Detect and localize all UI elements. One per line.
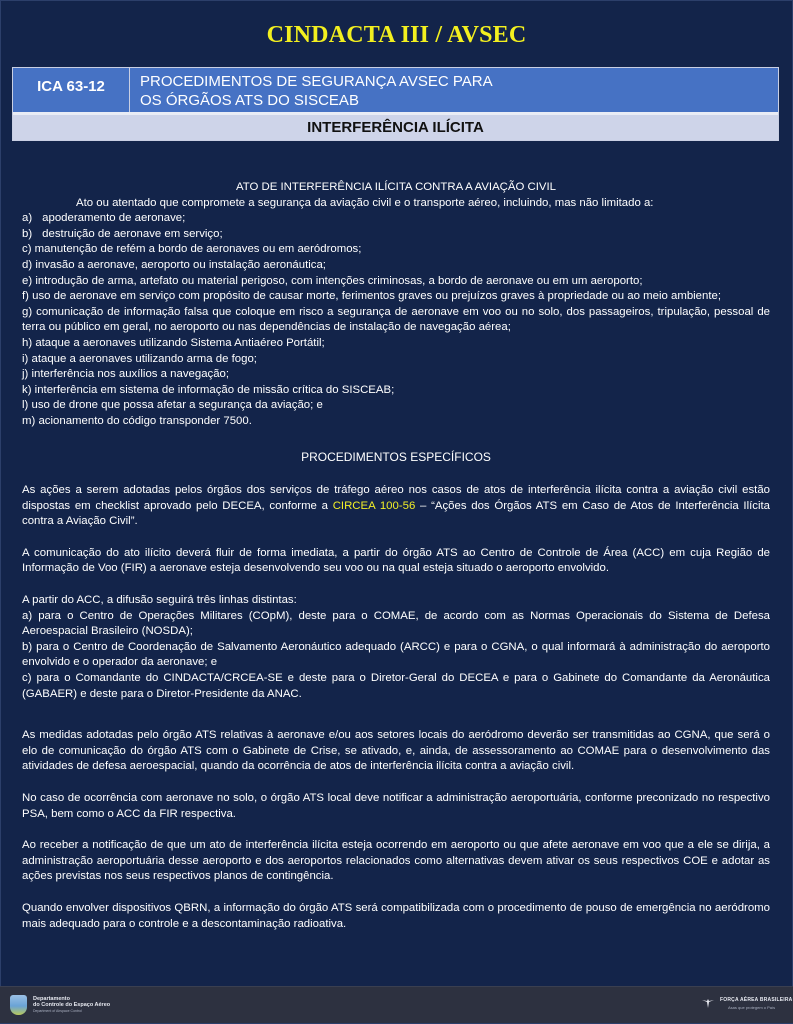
paragraph-airport-notification: Ao receber a notificação de que um ato de interferência ilícita esteja ocorrendo em aeroporto ou que afete aeronave em voo que a ele se dirija, a administração aeroportuária desse aeroporto e dos aeroportos relacionados como alternativas devem ativar os seus respectivos COE e adotar as ações previstas nos seus respectivos planos de contingência.: [22, 839, 770, 883]
list-item: i) ataque a aeronaves utilizando arma de fogo;: [22, 352, 257, 365]
document-body: [22, 180, 770, 932]
document-code: ICA 63-12: [13, 68, 130, 112]
list-item: e) introdução de arma, artefato ou material perigoso, com intenções criminosas, a bordo de aeronave ou em um aeroporto;: [22, 274, 643, 287]
paragraph-communication: A comunicação do ato ilícito deverá fluir de forma imediata, a partir do órgão ATS ao Centro de Controle de Área (ACC) em cuja Região de Informação de Voo (FIR) a aeronave esteja desenvolvendo seu voo ou na qual esteja situado o aeroporto envolvido.: [22, 546, 770, 575]
paragraph-checklist: As ações a serem adotadas pelos órgãos dos serviços de tráfego aéreo nos casos de atos de interferência ilícita contra a aviação civil estão dispostas em checklist aprovado pelo DECEA, conforme a CIRCEA 100-56 – “Ações dos Órgãos ATS em Caso de Atos de Interferência Ilícita contra a Aviação Civil”.: [22, 484, 770, 528]
footer-bar: [0, 986, 793, 1023]
circea-reference-link[interactable]: CIRCEA 100-56: [332, 499, 416, 512]
definition-list: [22, 211, 770, 429]
list-item: g) comunicação de informação falsa que coloque em risco a segurança de aeronave em voo ou no solo, dos passageiros, tripulação, pessoal de terra ou público em geral, no aeroporto ou nas dependências de instalação de navegação aérea;: [22, 305, 770, 334]
definition-intro: Ato ou atentado que compromete a segurança da aviação civil e o transporte aéreo, incluindo, mas não limitado a:: [76, 196, 654, 209]
list-item: a) apoderamento de aeronave;: [22, 212, 186, 225]
decea-logo: Departamento do Controle do Espaço Aéreo Department of Airspace Control: [10, 995, 110, 1015]
diffusion-intro: A partir do ACC, a difusão seguirá três linhas distintas:: [22, 594, 297, 607]
description-line-2: OS ÓRGÃOS ATS DO SISCEAB: [140, 92, 359, 109]
list-item: l) uso de drone que possa afetar a segurança da aviação; e: [22, 399, 323, 412]
description-line-1: PROCEDIMENTOS DE SEGURANÇA AVSEC PARA: [140, 73, 493, 90]
procedures-heading: PROCEDIMENTOS ESPECÍFICOS: [301, 449, 491, 464]
document-subject: INTERFERÊNCIA ILÍCITA: [13, 115, 778, 140]
list-item: h) ataque a aeronaves utilizando Sistema Antiaéreo Portátil;: [22, 336, 325, 349]
list-item: d) invasão a aeronave, aeroporto ou instalação aeronáutica;: [22, 258, 326, 271]
page-title: CINDACTA III / AVSEC: [266, 22, 527, 48]
diffusion-item: b) para o Centro de Coordenação de Salvamento Aeronáutico adequado (ARCC) e para o CGNA, o qual informará à administração do aeroporto envolvido e o operador da aeronave; e: [22, 640, 770, 669]
document-header-table: [12, 67, 779, 141]
fab-logo: FORÇA AÉREA BRASILEIRA Asas que protegem o País: [702, 997, 792, 1011]
list-item: k) interferência em sistema de informação de missão crítica do SISCEAB;: [22, 383, 395, 396]
diffusion-item: a) para o Centro de Operações Militares (COpM), deste para o COMAE, de acordo com as Normas Operacionais do Sistema de Defesa Aeroespacial Brasileiro (NOSDA);: [22, 609, 770, 638]
list-item: m) acionamento do código transponder 7500.: [22, 414, 252, 427]
paragraph-diffusion: [22, 593, 770, 702]
paragraph-qbrn: Quando envolver dispositivos QBRN, a informação do órgão ATS será compatibilizada com o procedimento de pouso de emergência no aeródromo mais adequado para o controle e a descontaminação radioativa.: [22, 901, 770, 930]
header-row: [13, 68, 778, 112]
definition-heading: ATO DE INTERFERÊNCIA ILÍCITA CONTRA A AVIAÇÃO CIVIL: [235, 181, 557, 193]
document-description: [130, 68, 778, 112]
paragraph-ground-occurrence: No caso de ocorrência com aeronave no solo, o órgão ATS local deve notificar a administração aeroportuária, conforme preconizado no respectivo PSA, bem como o ACC da FIR respectiva.: [22, 792, 770, 820]
spacer: [22, 718, 770, 728]
list-item: c) manutenção de refém a bordo de aeronaves ou em aeródromos;: [22, 243, 362, 256]
paragraph-measures: As medidas adotadas pelo órgão ATS relativas à aeronave e/ou aos setores locais do aeródromo deverão ser transmitidas ao CGNA, que será o elo de comunicação do órgão ATS com o Gabinete de Crise, se ativado, e, ainda, de assessoramento ao COMAE para o desenvolvimento das atividades de defesa aeroespacial, quando da ocorrência de atos de interferência ilícita contra a aviação civil.: [22, 729, 770, 773]
list-item: b) destruição de aeronave em serviço;: [22, 227, 223, 240]
list-item: j) interferência nos auxílios a navegação;: [22, 368, 230, 381]
diffusion-item: c) para o Comandante do CINDACTA/CRCEA-SE e deste para o Diretor-Geral do DECEA e para o Gabinete do Comandante da Aeronáutica (GABAER) e deste para o Diretor-Presidente da ANAC.: [22, 672, 770, 700]
decea-shield-icon: [10, 995, 27, 1015]
list-item: f) uso de aeronave em serviço com propósito de causar morte, ferimentos graves ou prejuízos graves à propriedade ou ao meio ambiente;: [22, 290, 722, 303]
fab-wings-icon: [702, 999, 714, 1009]
